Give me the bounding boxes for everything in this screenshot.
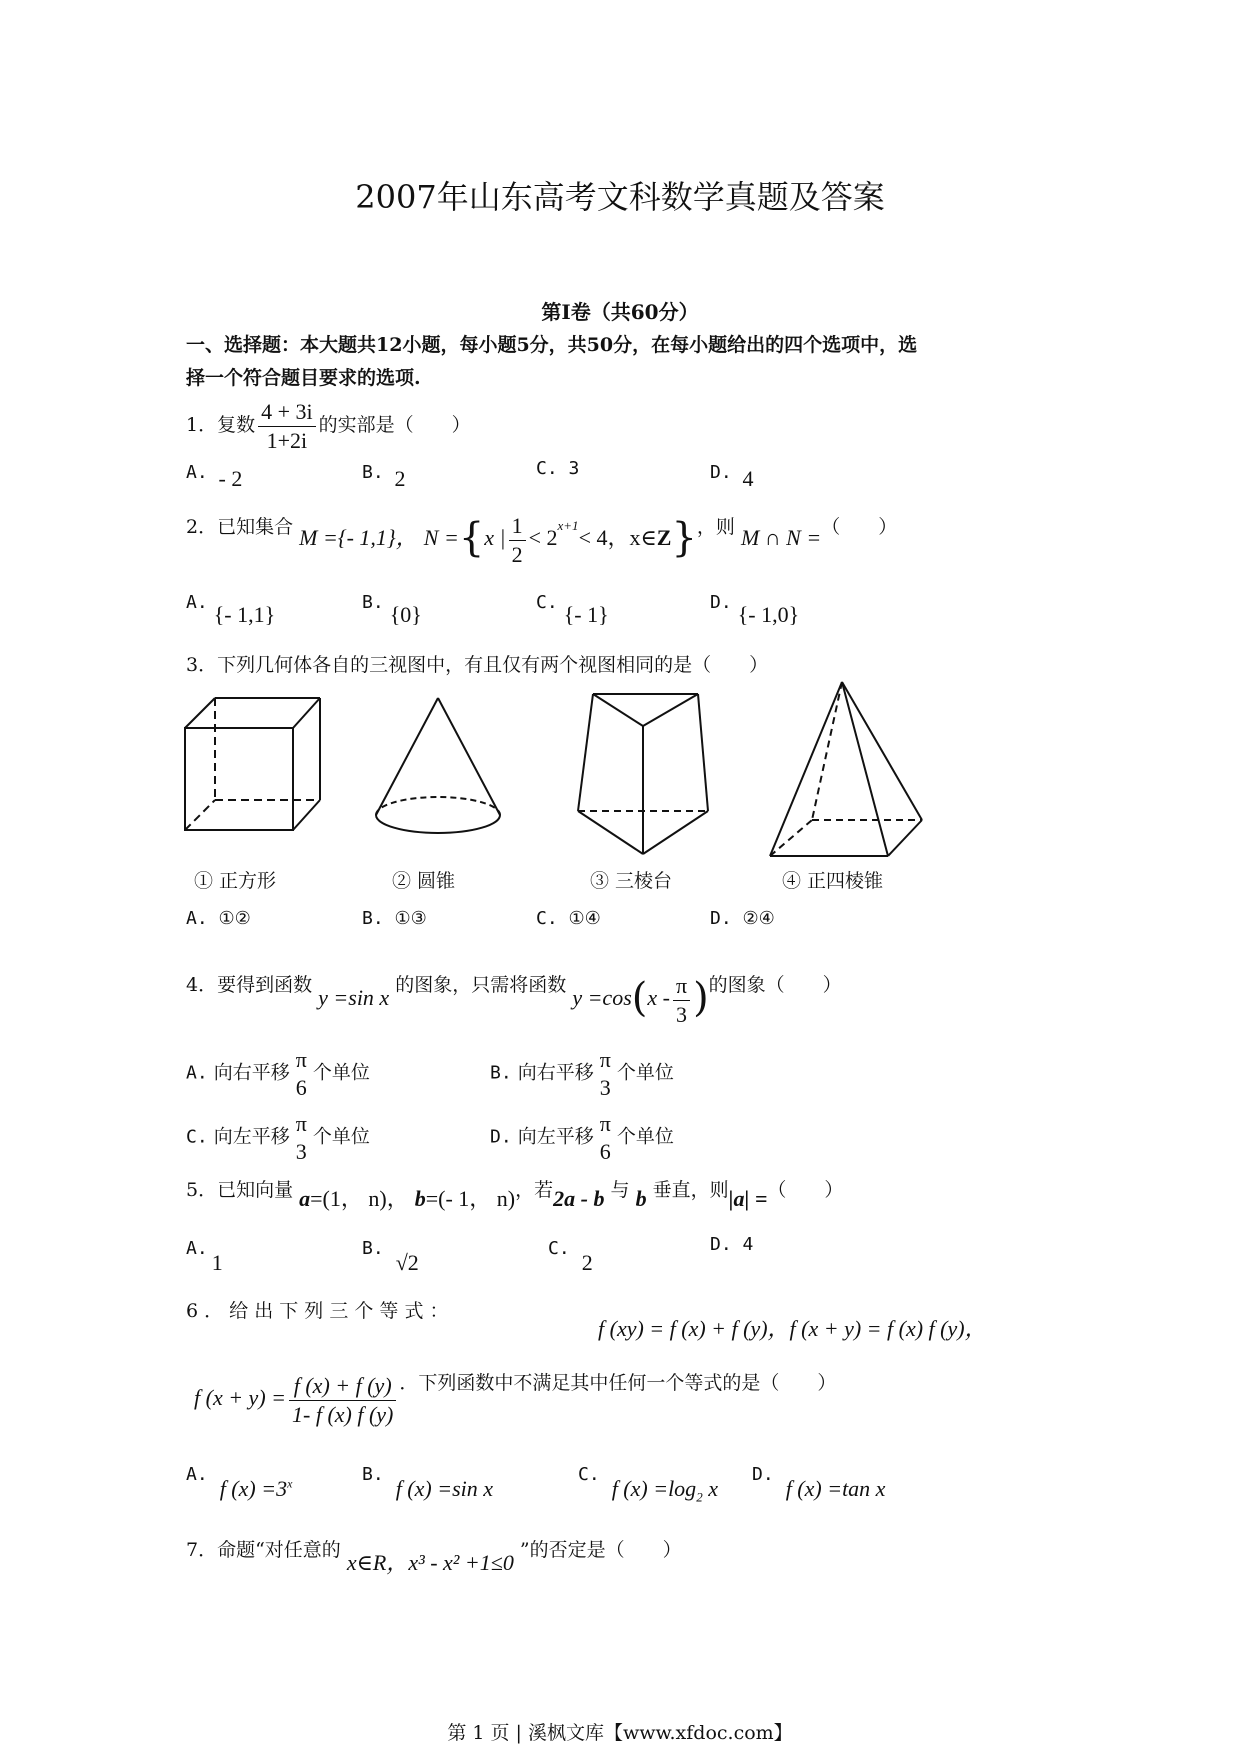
q5-abs-a: |a| = — [728, 1186, 768, 1211]
frustum-figure — [568, 686, 718, 866]
instructions-line-1: 一、选择题：本大题共12小题，每小题5分，共50分，在每小题给出的四个选项中，选 — [186, 334, 918, 356]
q2-fraction: $\frac{1}{2}$ — [509, 512, 526, 568]
q3-option-d[interactable]: D. ②④ — [710, 908, 775, 929]
figure-label-2: ② 圆锥 — [392, 870, 456, 892]
q4-function-sin: y =sin x — [318, 985, 390, 1010]
q2-option-a[interactable]: A. {- 1,1} — [186, 592, 276, 627]
q4-option-b[interactable]: B. 向右平移 π 3 个单位 — [490, 1047, 674, 1100]
q1-option-a[interactable]: A. - 2 — [186, 462, 243, 491]
q5-vector-a: a — [299, 1186, 311, 1211]
q5-perp: 垂直，则 — [652, 1179, 729, 1201]
q6-option-c[interactable]: C.f $(x) =\log_2$ x — [578, 1464, 718, 1505]
figure-label-3: ③ 三棱台 — [590, 870, 673, 892]
q3-option-c[interactable]: C. ①④ — [536, 908, 601, 929]
page-title: 2007年山东高考文科数学真题及答案 — [355, 178, 885, 216]
q6-option-d[interactable]: D.f (x) =tan x — [752, 1464, 886, 1501]
q2-intersection: M ∩ N = — [740, 525, 822, 550]
q6-equations-1-2: f (xy) = f (x) + f (y)，f (x + y) = f (x) f (y)， — [598, 1316, 987, 1341]
q2-right-brace: } — [671, 515, 697, 561]
q4-suffix: 的图象（ ） — [708, 974, 842, 996]
cone-figure — [368, 690, 508, 840]
q7-suffix: ”的否定是（ ） — [519, 1539, 682, 1561]
q1-option-b[interactable]: B. 2 — [362, 462, 406, 491]
q2-left-brace: { — [458, 515, 485, 561]
q5-paren: （ ） — [767, 1179, 844, 1201]
q2-option-c[interactable]: C. {- 1} — [536, 592, 609, 627]
figure-label-1: ① 正方形 — [194, 870, 277, 892]
q7-prefix: 7．命题“对任意的 — [186, 1539, 341, 1561]
q3-option-b[interactable]: B. ①③ — [362, 908, 427, 929]
q2-ineq-a: < 2 — [528, 525, 558, 550]
q2-paren: （ ） — [821, 516, 898, 538]
q2-set-var: x | — [484, 525, 506, 550]
q5-option-a[interactable]: A.1 — [186, 1238, 223, 1275]
q7-expression: x∈R，x³ - x² +1≤0 — [346, 1550, 514, 1575]
q2-option-d[interactable]: D. {- 1,0} — [710, 592, 800, 627]
q5-with: 与 — [610, 1179, 630, 1201]
q6-option-a[interactable]: A.f $(x) =3^x$ — [186, 1464, 293, 1501]
figure-label-4: ④ 正四棱锥 — [782, 870, 884, 892]
question-7 — [186, 1532, 682, 1575]
q6-prefix: 6 ． 给 出 下 列 三 个 等 式 ： — [186, 1300, 449, 1322]
q5-eq-a: =(1， n)， — [310, 1186, 409, 1211]
cube-figure — [180, 690, 330, 840]
q4-right-paren: ) — [693, 975, 709, 1021]
q2-set-n-label: N = — [423, 525, 459, 550]
q5-prefix: 5．已知向量 — [186, 1179, 294, 1201]
q1-option-c[interactable]: C. 3 — [536, 458, 580, 479]
q4-left-paren: ( — [631, 975, 648, 1021]
q1-suffix: 的实部是（ ） — [318, 414, 471, 436]
q4-option-a[interactable]: A. 向右平移 π 6 个单位 — [186, 1047, 370, 1100]
q6-suffix: ．下列函数中不满足其中任何一个等式的是（ ） — [399, 1372, 837, 1394]
question-4 — [186, 958, 842, 1027]
q2-set-m: M ={- 1,1}， — [299, 525, 418, 550]
q6-equation-3 — [194, 1372, 836, 1428]
question-5 — [186, 1172, 844, 1211]
instructions-line-2: 择一个符合题目要求的选项. — [186, 367, 421, 389]
q4-option-c[interactable]: C. 向左平移 π 3 个单位 — [186, 1111, 370, 1164]
q1-fraction — [258, 398, 316, 454]
q2-suffix: ，则 — [696, 516, 735, 538]
q4-prefix: 4．要得到函数 — [186, 974, 313, 996]
q1-frac-num: 4 + 3i — [258, 398, 316, 427]
q5-combo: 2a - b — [553, 1186, 605, 1211]
q5-if: ，若 — [515, 1179, 554, 1201]
question-3: 3．下列几何体各自的三视图中，有且仅有两个视图相同的是（ ） — [186, 654, 769, 676]
pyramid-figure — [760, 676, 930, 866]
q4-inner: x - — [647, 985, 670, 1010]
q2-option-b[interactable]: B. {0} — [362, 592, 422, 627]
q5-option-c[interactable]: C.2 — [548, 1238, 593, 1275]
q3-option-a[interactable]: A. ①② — [186, 908, 251, 929]
q4-option-d[interactable]: D. 向左平移 π 6 个单位 — [490, 1111, 674, 1164]
q5-option-b[interactable]: B.√2 — [362, 1238, 419, 1275]
q5-option-d[interactable]: D. 4 — [710, 1234, 754, 1255]
q2-prefix: 2．已知集合 — [186, 516, 294, 538]
section-title: 第Ⅰ卷（共60分） — [541, 300, 699, 324]
q6-eq3-left: f (x + y) = — [194, 1385, 286, 1410]
q2-integers: Z — [656, 525, 672, 550]
q1-frac-den: 1+2i — [266, 427, 308, 453]
q4-function-cos: y =cos — [572, 985, 632, 1010]
q2-exponent: x+1 — [557, 517, 579, 533]
q6-option-b[interactable]: B.f (x) =sin x — [362, 1464, 494, 1501]
q1-option-d[interactable]: D. 4 — [710, 462, 754, 491]
q4-middle: 的图象，只需将函数 — [395, 974, 567, 996]
q1-prefix: 1．复数 — [186, 414, 256, 436]
q2-ineq-b: < 4，x∈ — [578, 525, 657, 550]
q5-vector-b-2: b — [635, 1186, 647, 1211]
page-footer: 第 1 页 | 溪枫文库【www.xfdoc.com】 — [447, 1722, 793, 1744]
q6-eq3-fraction: $\frac{f (x) + f (y)}{1- f (x) f (y)}$ — [289, 1372, 396, 1428]
question-2 — [186, 500, 898, 567]
q5-vector-b: b — [414, 1186, 426, 1211]
question-1 — [186, 398, 471, 454]
q5-eq-b: =(- 1， n) — [425, 1186, 516, 1211]
q4-fraction: $\frac{\pi}{3}$ — [673, 972, 690, 1028]
